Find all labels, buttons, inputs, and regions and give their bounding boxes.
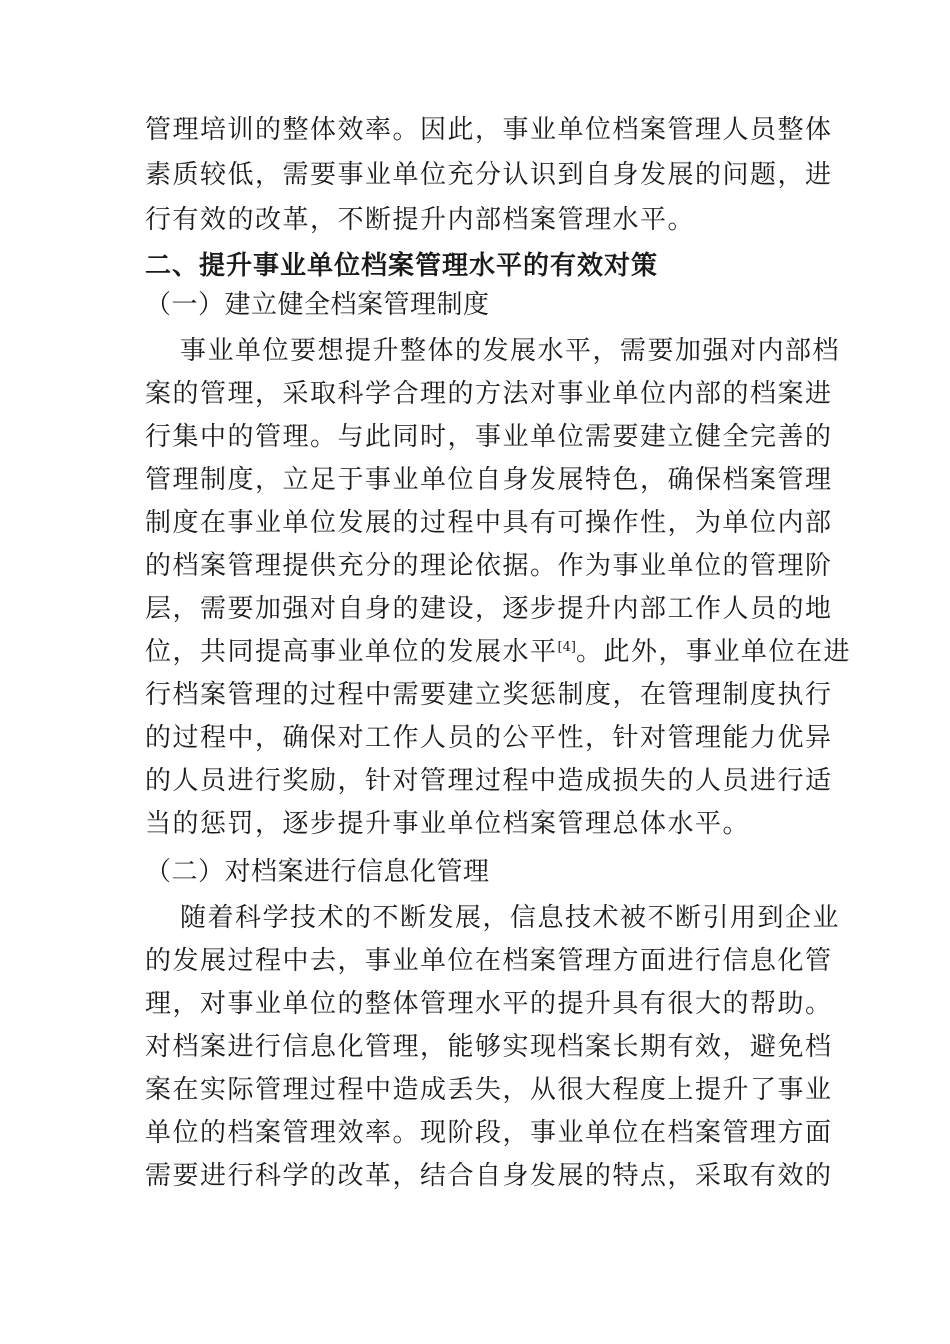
citation-line-text-before: 位，共同提高事业单位的发展水平	[145, 637, 558, 667]
paragraph-line: 管理制度，立足于事业单位自身发展特色，确保档案管理	[145, 465, 833, 495]
paragraph-line: 素质较低，需要事业单位充分认识到自身发展的问题，进	[145, 160, 833, 190]
paragraph-line: 对档案进行信息化管理，能够实现档案长期有效，避免档	[145, 1032, 833, 1062]
paragraph-line: 的过程中，确保对工作人员的公平性，针对管理能力优异	[145, 723, 833, 753]
paragraph-line: 理，对事业单位的整体管理水平的提升具有很大的帮助。	[145, 989, 833, 1019]
citation-reference[interactable]: [4]	[557, 640, 576, 655]
subsection-title: （二）对档案进行信息化管理	[145, 857, 490, 887]
paragraph-line: 事业单位要想提升整体的发展水平，需要加强对内部档	[180, 336, 841, 366]
paragraph-line: 的档案管理提供充分的理论依据。作为事业单位的管理阶	[145, 551, 833, 581]
paragraph-line: 随着科学技术的不断发展，信息技术被不断引用到企业	[180, 903, 841, 933]
citation-line-text-after: 。此外，事业单位在进	[575, 637, 851, 667]
paragraph-line: 行档案管理的过程中需要建立奖惩制度，在管理制度执行	[145, 680, 833, 710]
paragraph-line: 当的惩罚，逐步提升事业单位档案管理总体水平。	[145, 809, 751, 839]
section-heading: 二、提升事业单位档案管理水平的有效对策	[145, 251, 659, 281]
paragraph-line: 行集中的管理。与此同时，事业单位需要建立健全完善的	[145, 422, 833, 452]
paragraph-line: 单位的档案管理效率。现阶段，事业单位在档案管理方面	[145, 1118, 833, 1148]
paragraph-line: 的发展过程中去，事业单位在档案管理方面进行信息化管	[145, 946, 833, 976]
paragraph-line: 的人员进行奖励，针对管理过程中造成损失的人员进行适	[145, 766, 833, 796]
paragraph-line: 行有效的改革，不断提升内部档案管理水平。	[145, 205, 696, 235]
subsection-title: （一）建立健全档案管理制度	[145, 290, 490, 320]
paragraph-line: 需要进行科学的改革，结合自身发展的特点，采取有效的	[145, 1161, 833, 1191]
paragraph-line: 层，需要加强对自身的建设，逐步提升内部工作人员的地	[145, 594, 833, 624]
paragraph-line: 制度在事业单位发展的过程中具有可操作性，为单位内部	[145, 508, 833, 538]
paragraph-line: 管理培训的整体效率。因此，事业单位档案管理人员整体	[145, 115, 833, 145]
paragraph-line: 案在实际管理过程中造成丢失，从很大程度上提升了事业	[145, 1075, 833, 1105]
paragraph-line-with-citation	[145, 632, 851, 672]
paragraph-line: 案的管理，采取科学合理的方法对事业单位内部的档案进	[145, 379, 833, 409]
